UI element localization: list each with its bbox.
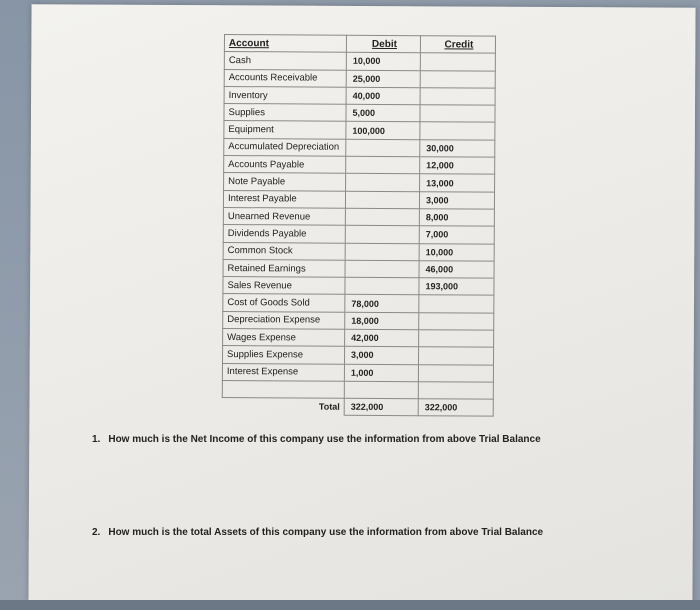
table-row (224, 52, 495, 71)
table-row (223, 294, 494, 313)
debit-cell: 3,000 (344, 347, 418, 365)
account-header: Account (224, 35, 346, 53)
debit-cell: 42,000 (345, 329, 419, 347)
account-cell: Supplies (224, 104, 346, 122)
account-cell: Interest Payable (223, 190, 345, 208)
debit-cell: 40,000 (346, 87, 420, 105)
question-text: How much is the total Assets of this company use the information from above Trial Balance (108, 527, 544, 538)
credit-cell (420, 70, 495, 88)
debit-cell: 1,000 (344, 364, 418, 382)
credit-cell: 3,000 (419, 191, 494, 209)
debit-cell: 100,000 (346, 122, 420, 140)
debit-cell (346, 139, 420, 157)
credit-cell (420, 122, 495, 140)
account-cell: Common Stock (223, 242, 345, 260)
account-cell: Dividends Payable (223, 225, 345, 243)
table-row (223, 277, 494, 296)
debit-cell: 78,000 (345, 295, 419, 313)
debit-cell: 5,000 (346, 104, 420, 122)
debit-cell: 25,000 (346, 70, 420, 88)
table-header-row (224, 35, 495, 54)
total-row (222, 397, 493, 416)
credit-cell (418, 364, 493, 382)
table-row (223, 259, 494, 278)
empty-cell (344, 381, 418, 398)
table-row (224, 69, 495, 88)
credit-cell (420, 88, 495, 106)
debit-cell (346, 174, 420, 192)
total-credit: 322,000 (418, 399, 493, 417)
debit-cell (345, 208, 419, 226)
account-cell: Interest Expense (222, 363, 344, 381)
credit-cell (420, 105, 495, 123)
question-1 (92, 434, 541, 445)
credit-cell (419, 330, 494, 348)
debit-cell (345, 191, 419, 209)
credit-cell: 10,000 (419, 243, 494, 261)
table-row (223, 207, 494, 226)
empty-cell (418, 382, 493, 399)
account-cell: Equipment (224, 121, 346, 139)
credit-cell: 8,000 (419, 209, 494, 227)
account-cell: Retained Earnings (223, 259, 345, 277)
credit-cell (418, 347, 493, 365)
credit-cell (419, 295, 494, 313)
table-row (223, 225, 494, 244)
account-cell: Cash (224, 52, 346, 70)
credit-cell: 7,000 (419, 226, 494, 244)
question-number: 2. (92, 527, 101, 538)
account-cell: Depreciation Expense (223, 311, 345, 329)
account-cell: Supplies Expense (222, 346, 344, 364)
debit-cell (345, 277, 419, 295)
debit-cell (345, 260, 419, 278)
account-cell: Accounts Payable (224, 156, 346, 174)
table-row (224, 104, 495, 123)
credit-header: Credit (420, 36, 495, 54)
debit-cell (345, 243, 419, 261)
trial-balance-table (222, 34, 496, 417)
debit-cell: 10,000 (346, 53, 420, 71)
credit-cell: 13,000 (420, 174, 495, 192)
credit-cell (419, 312, 494, 330)
account-cell: Wages Expense (223, 329, 345, 347)
empty-cell (222, 380, 344, 398)
table-spacer-row (222, 380, 493, 399)
debit-cell (345, 226, 419, 244)
account-cell: Sales Revenue (223, 277, 345, 295)
table-row (224, 156, 495, 175)
table-row (223, 242, 494, 261)
question-2 (92, 527, 543, 538)
background-bottom (0, 600, 700, 610)
table-row (223, 311, 494, 330)
credit-cell (420, 53, 495, 71)
table-row (222, 346, 493, 365)
account-cell: Unearned Revenue (223, 207, 345, 225)
table-row (223, 329, 494, 348)
table-row (222, 363, 493, 382)
credit-cell: 193,000 (419, 278, 494, 296)
account-cell: Inventory (224, 86, 346, 104)
total-label: Total (222, 397, 344, 415)
debit-cell: 18,000 (345, 312, 419, 330)
account-cell: Cost of Goods Sold (223, 294, 345, 312)
table-row (224, 121, 495, 140)
total-debit: 322,000 (344, 398, 418, 416)
debit-cell (346, 156, 420, 174)
question-number: 1. (92, 434, 101, 445)
question-text: How much is the Net Income of this company use the information from above Trial Balance (108, 434, 541, 445)
table-row (224, 86, 495, 105)
credit-cell: 46,000 (419, 261, 494, 279)
table-row (224, 138, 495, 157)
debit-header: Debit (346, 35, 420, 53)
credit-cell: 12,000 (420, 157, 495, 175)
credit-cell: 30,000 (420, 139, 495, 157)
account-cell: Accumulated Depreciation (224, 138, 346, 156)
table-row (224, 173, 495, 192)
table-row (223, 190, 494, 209)
account-cell: Accounts Receivable (224, 69, 346, 87)
account-cell: Note Payable (224, 173, 346, 191)
